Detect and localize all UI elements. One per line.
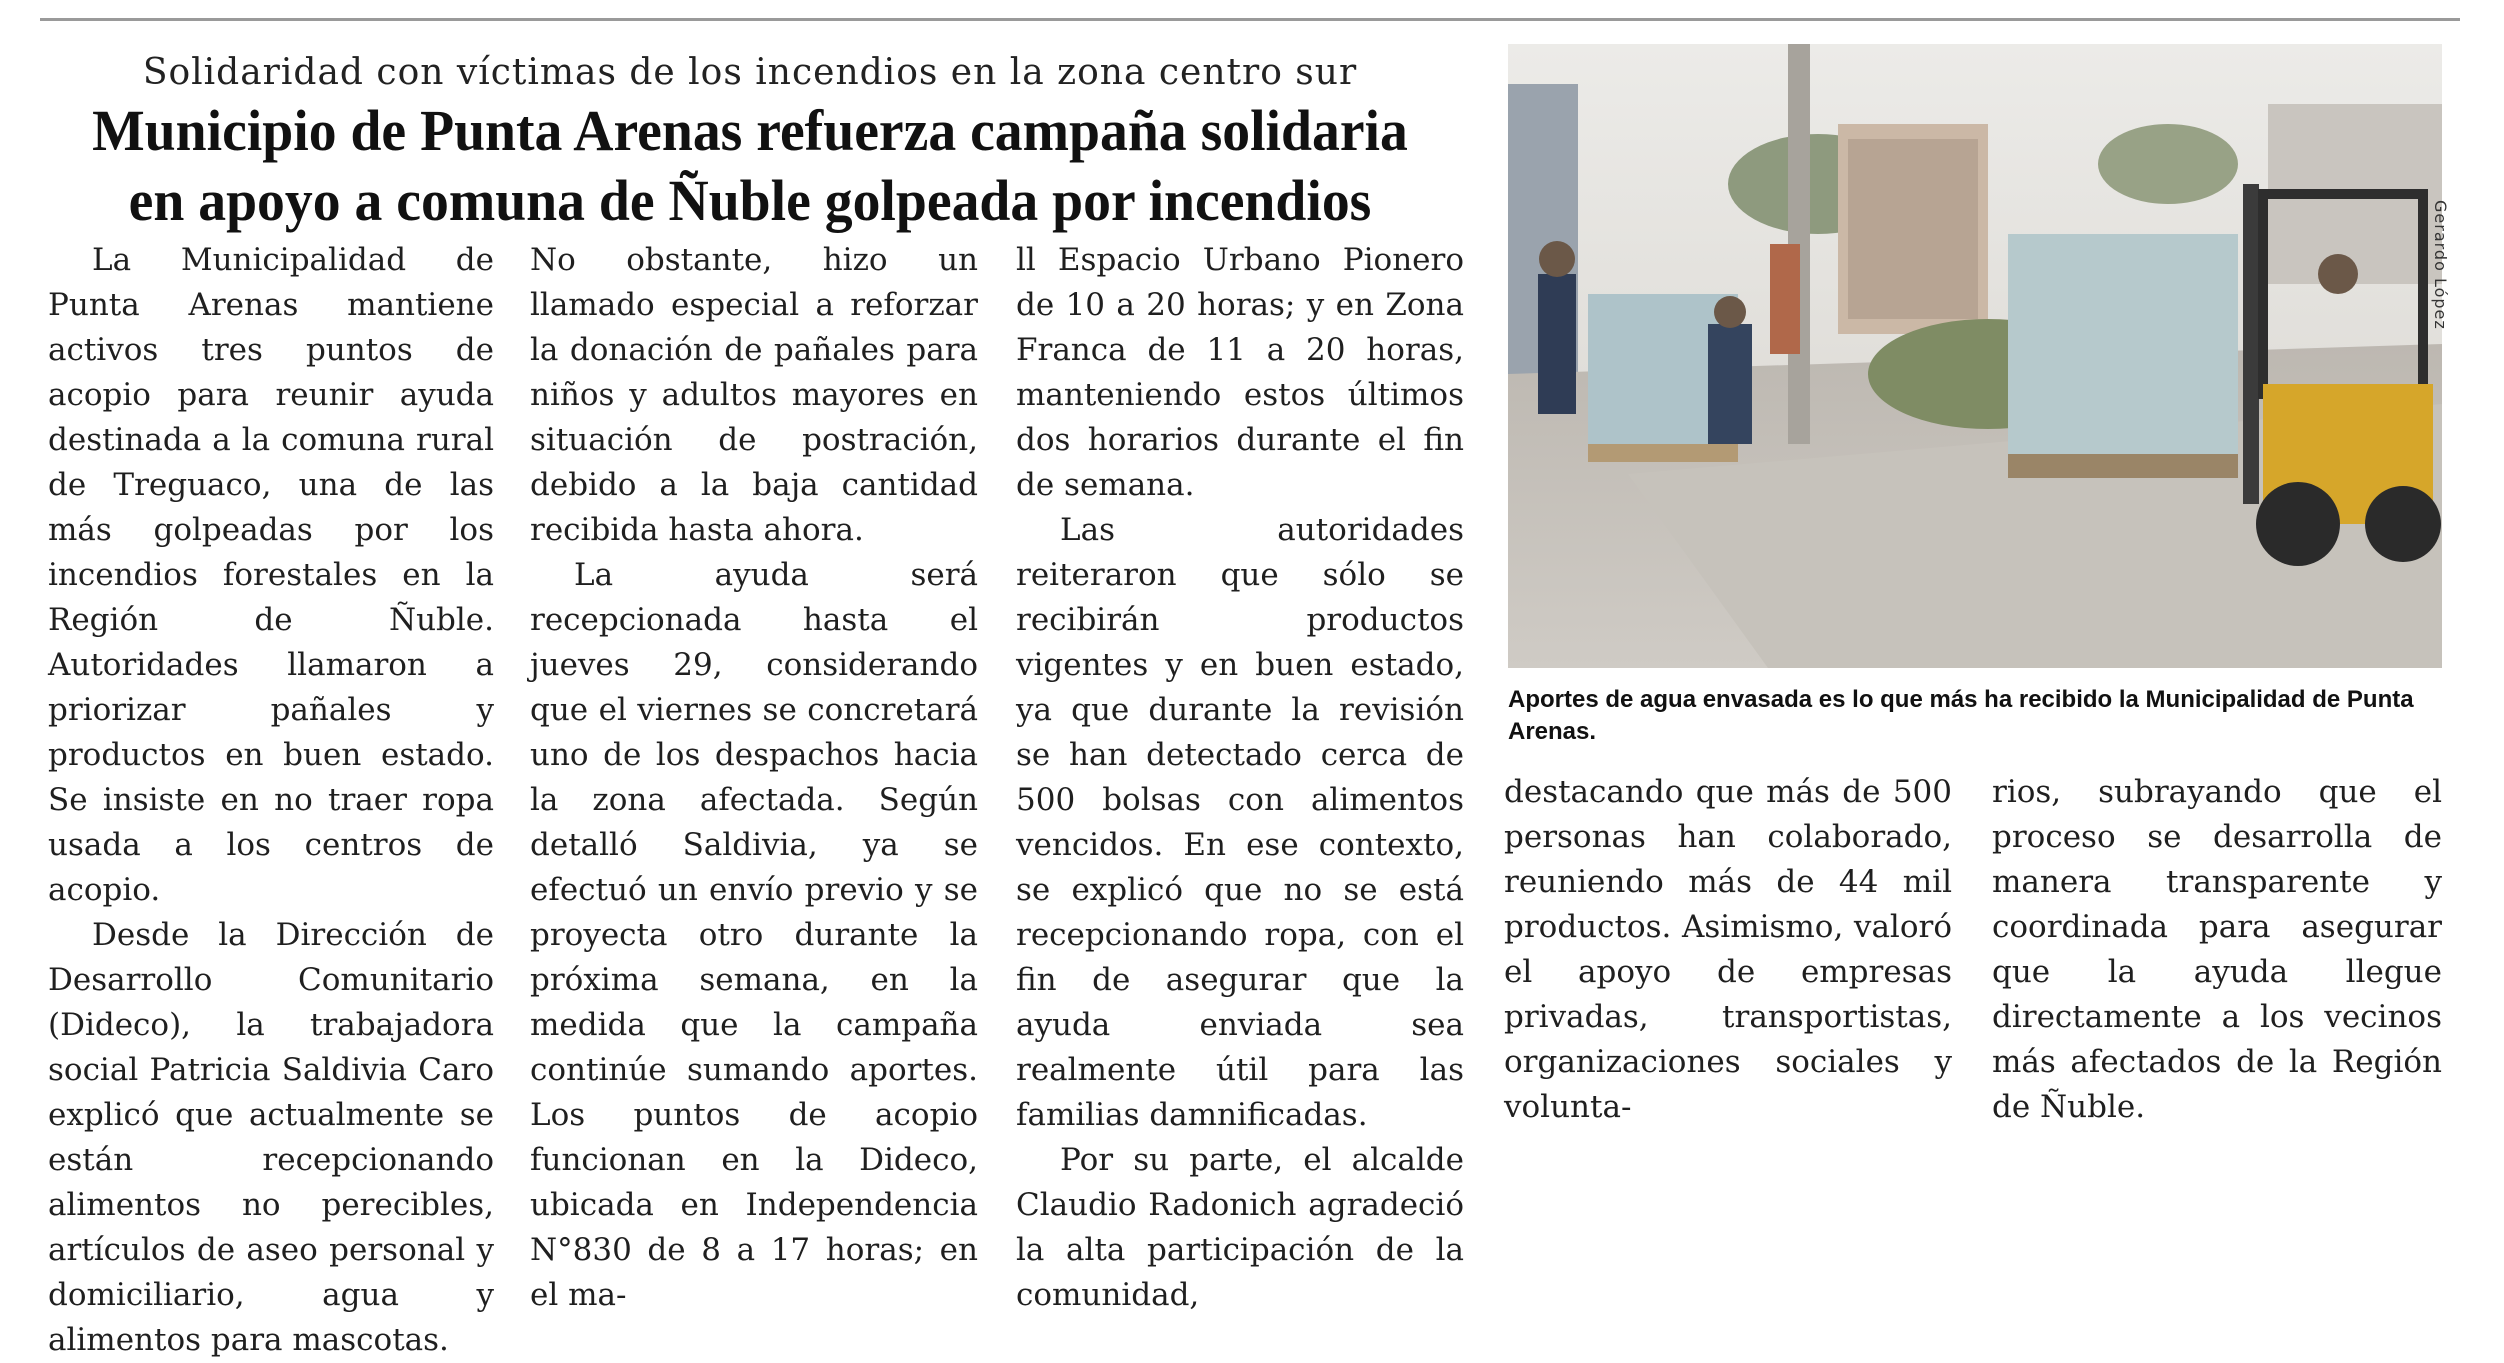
photo-illustration (1508, 44, 2442, 668)
paragraph: No obstante, hizo un llamado especial a reforzar la donación de pañales para niños y adultos mayores en situación de postración, debido a la baja cantidad recibida hasta ahora. (530, 242, 978, 548)
pallet-base (1588, 444, 1738, 462)
paragraph: La ayuda será recepcionada hasta el jueves 29, considerando que el viernes se concretará uno de los despachos hacia la zona afectada. Según detalló Saldivia, ya se efectuó un envío previo y se proyecta otro durante la próxima semana, en la medida que la campaña continúe sumando aportes. Los puntos de acopio funcionan en la Dideco, ubicada en Independencia N°830 de 8 a 17 horas; en el ma- (530, 557, 978, 1313)
paragraph: La Municipalidad de Punta Arenas mantiene activos tres puntos de acopio para reunir ayuda destinada a la comuna rural de Treguaco, una de las más golpeadas por los incendios forestales en la Región de Ñuble. Autoridades llamaron a priorizar pañales y productos en buen estado. Se insiste en no traer ropa usada a los centros de acopio. (48, 242, 494, 908)
headline-line-2: en apoyo a comuna de Ñuble golpeada por incendios (128, 168, 1372, 233)
top-rule (40, 18, 2460, 21)
truck-door (1848, 139, 1978, 319)
paragraph: Las autoridades reiteraron que sólo se recibirán productos vigentes y en buen estado, ya que durante la revisión se han detectado cerca de 500 bolsas con alimentos vencidos. En ese contexto, se explicó que no se está recepcionando ropa, con el fin de asegurar que la ayuda enviada sea realmente útil para las familias damnificadas. (1016, 512, 1464, 1133)
worker-orange (1770, 244, 1800, 354)
worker-head (1714, 296, 1746, 328)
forklift-wheel (2256, 482, 2340, 566)
body-column-5 (1992, 770, 2442, 1125)
worker (1708, 324, 1752, 444)
forklift-driver (2318, 254, 2358, 294)
tree (2098, 124, 2238, 204)
body-column-3 (1016, 238, 1464, 1313)
headline (68, 96, 1431, 236)
paragraph: Por su parte, el alcalde Claudio Radonich agradeció la alta participación de la comunidad, (1016, 1142, 1464, 1313)
photo-caption: Aportes de agua envasada es lo que más ha recibido la Municipalidad de Punta Arenas. (1508, 686, 2414, 745)
body-column-4 (1504, 770, 1952, 1125)
forklift-load (2008, 234, 2238, 454)
news-photo (1508, 44, 2442, 668)
headline-line-1: Municipio de Punta Arenas refuerza campaña solidaria (92, 98, 1408, 163)
paragraph: Desde la Dirección de Desarrollo Comunitario (Dideco), la trabajadora social Patricia Saldivia Caro explicó que actualmente se están recepcionando alimentos no perecibles, artículos de aseo personal y domiciliario, agua y alimentos para mascotas. (48, 917, 494, 1358)
paragraph: destacando que más de 500 personas han colaborado, reuniendo más de 44 mil productos. Asimismo, valoró el apoyo de empresas privadas, transportistas, organizaciones sociales y volunta- (1504, 774, 1952, 1125)
worker-head (1539, 241, 1575, 277)
body-column-2 (530, 238, 978, 1313)
forklift-mast (2243, 184, 2259, 504)
photo-credit: Gerardo López (2431, 200, 2450, 330)
body-column-1 (48, 238, 494, 1358)
forklift-wheel (2365, 486, 2441, 562)
forklift-pallet (2008, 454, 2238, 478)
kicker: Solidaridad con víctimas de los incendios en la zona centro sur (142, 52, 1358, 93)
paragraph: ll Espacio Urbano Pionero de 10 a 20 horas; y en Zona Franca de 11 a 20 horas, manteniendo estos últimos dos horarios durante el fin de semana. (1016, 242, 1464, 503)
worker (1538, 274, 1576, 414)
paragraph: rios, subrayando que el proceso se desarrolla de manera transparente y coordinada para asegurar que la ayuda llegue directamente a los vecinos más afectados de la Región de Ñuble. (1992, 774, 2442, 1125)
